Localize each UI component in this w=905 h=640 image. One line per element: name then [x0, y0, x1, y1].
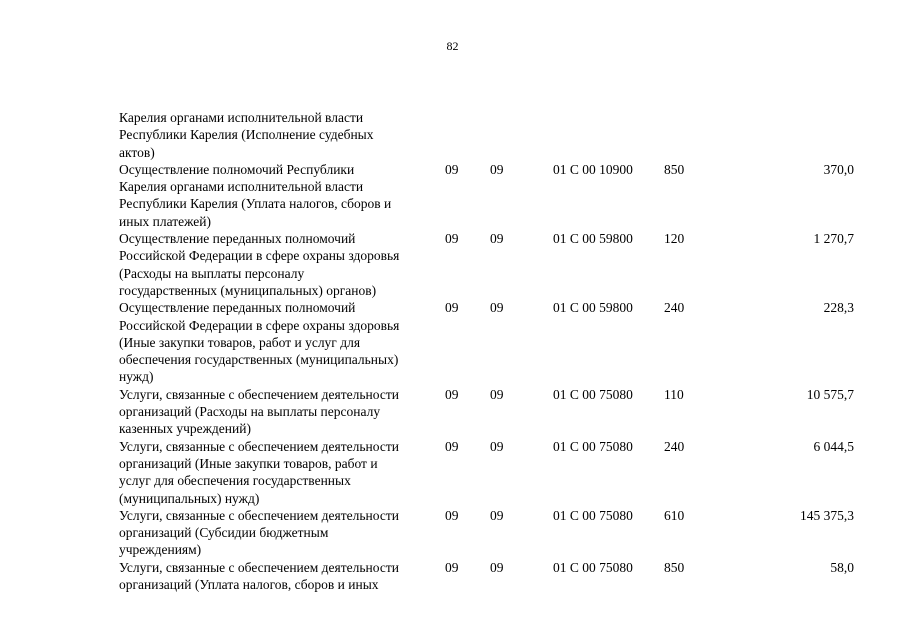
table-body	[119, 109, 854, 593]
target-article-cell	[553, 109, 664, 161]
section-cell: 09	[445, 231, 459, 247]
description-line: государственных (муниципальных) органов)	[119, 282, 377, 298]
expense-type-cell: 610	[664, 507, 685, 523]
amount-cell: 370,0	[823, 161, 854, 177]
description-cell	[119, 299, 445, 385]
budget-table	[119, 109, 854, 593]
target-article-cell: 01 С 00 75080	[553, 386, 633, 402]
amount-cell	[739, 109, 854, 161]
section-cell	[445, 109, 490, 161]
description-line: Услуги, связанные с обеспечением деятельности	[119, 507, 399, 523]
description-line: Республики Карелия (Уплата налогов, сборов и	[119, 196, 392, 212]
description-line: (Иные закупки товаров, работ и услуг для	[119, 334, 361, 350]
expense-type-cell: 850	[664, 161, 685, 177]
subsection-cell: 09	[490, 507, 504, 523]
target-article-cell: 01 С 00 75080	[553, 559, 633, 575]
table-row	[119, 507, 854, 559]
amount-cell: 6 044,5	[813, 438, 854, 454]
description-cell	[119, 438, 445, 507]
description-line: организаций (Уплата налогов, сборов и иных	[119, 577, 379, 593]
description-line: Услуги, связанные с обеспечением деятельности	[119, 559, 399, 575]
table-row	[119, 559, 854, 594]
subsection-cell: 09	[490, 161, 504, 177]
table-row	[119, 109, 854, 161]
description-line: Услуги, связанные с обеспечением деятельности	[119, 386, 399, 402]
section-cell: 09	[445, 507, 459, 523]
section-cell: 09	[445, 161, 459, 177]
expense-type-cell: 240	[664, 300, 685, 316]
subsection-cell: 09	[490, 386, 504, 402]
target-article-cell: 01 С 00 75080	[553, 438, 633, 454]
description-line: организаций (Иные закупки товаров, работ и	[119, 455, 378, 471]
target-article-cell: 01 С 00 59800	[553, 300, 633, 316]
description-line: учреждениям)	[119, 542, 202, 558]
description-line: Осуществление переданных полномочий	[119, 231, 356, 247]
section-cell: 09	[445, 438, 459, 454]
description-cell	[119, 386, 445, 438]
subsection-cell: 09	[490, 438, 504, 454]
target-article-cell: 01 С 00 59800	[553, 231, 633, 247]
expense-type-cell	[664, 109, 739, 161]
subsection-cell: 09	[490, 300, 504, 316]
description-line: Карелия органами исполнительной власти	[119, 179, 364, 195]
table-row	[119, 438, 854, 507]
amount-cell: 10 575,7	[806, 386, 854, 402]
expense-type-cell: 850	[664, 559, 685, 575]
subsection-cell: 09	[490, 559, 504, 575]
description-cell	[119, 507, 445, 559]
description-line: Российской Федерации в сфере охраны здоровья	[119, 317, 400, 333]
amount-cell: 1 270,7	[813, 231, 854, 247]
expense-type-cell: 240	[664, 438, 685, 454]
description-cell	[119, 109, 445, 161]
description-line: Карелия органами исполнительной власти	[119, 110, 364, 125]
expense-type-cell: 120	[664, 231, 685, 247]
section-cell: 09	[445, 559, 459, 575]
section-cell: 09	[445, 300, 459, 316]
subsection-cell	[490, 109, 553, 161]
table-row	[119, 299, 854, 385]
description-line: (муниципальных) нужд)	[119, 490, 260, 506]
description-line: нужд)	[119, 369, 154, 385]
table-row	[119, 161, 854, 230]
description-line: Услуги, связанные с обеспечением деятельности	[119, 438, 399, 454]
description-line: (Расходы на выплаты персоналу	[119, 265, 305, 281]
target-article-cell: 01 С 00 75080	[553, 507, 633, 523]
description-line: организаций (Субсидии бюджетным	[119, 525, 329, 541]
description-line: Осуществление полномочий Республики	[119, 161, 355, 177]
description-line: Осуществление переданных полномочий	[119, 300, 356, 316]
description-line: Российской Федерации в сфере охраны здоровья	[119, 248, 400, 264]
description-line: казенных учреждений)	[119, 421, 251, 437]
description-line: Республики Карелия (Исполнение судебных	[119, 127, 374, 143]
description-cell	[119, 161, 445, 230]
description-line: иных платежей)	[119, 213, 212, 229]
expense-type-cell: 110	[664, 386, 684, 402]
table-row	[119, 230, 854, 299]
subsection-cell: 09	[490, 231, 504, 247]
description-line: обеспечения государственных (муниципальных)	[119, 352, 399, 368]
amount-cell: 145 375,3	[800, 507, 854, 523]
description-cell	[119, 230, 445, 299]
section-cell: 09	[445, 386, 459, 402]
target-article-cell: 01 С 00 10900	[553, 161, 633, 177]
page-number: 82	[446, 39, 459, 53]
description-line: услуг для обеспечения государственных	[119, 473, 351, 489]
description-line: организаций (Расходы на выплаты персоналу	[119, 404, 381, 420]
description-line: актов)	[119, 144, 155, 160]
amount-cell: 58,0	[830, 559, 854, 575]
table-row	[119, 386, 854, 438]
amount-cell: 228,3	[823, 300, 854, 316]
description-cell	[119, 559, 445, 594]
